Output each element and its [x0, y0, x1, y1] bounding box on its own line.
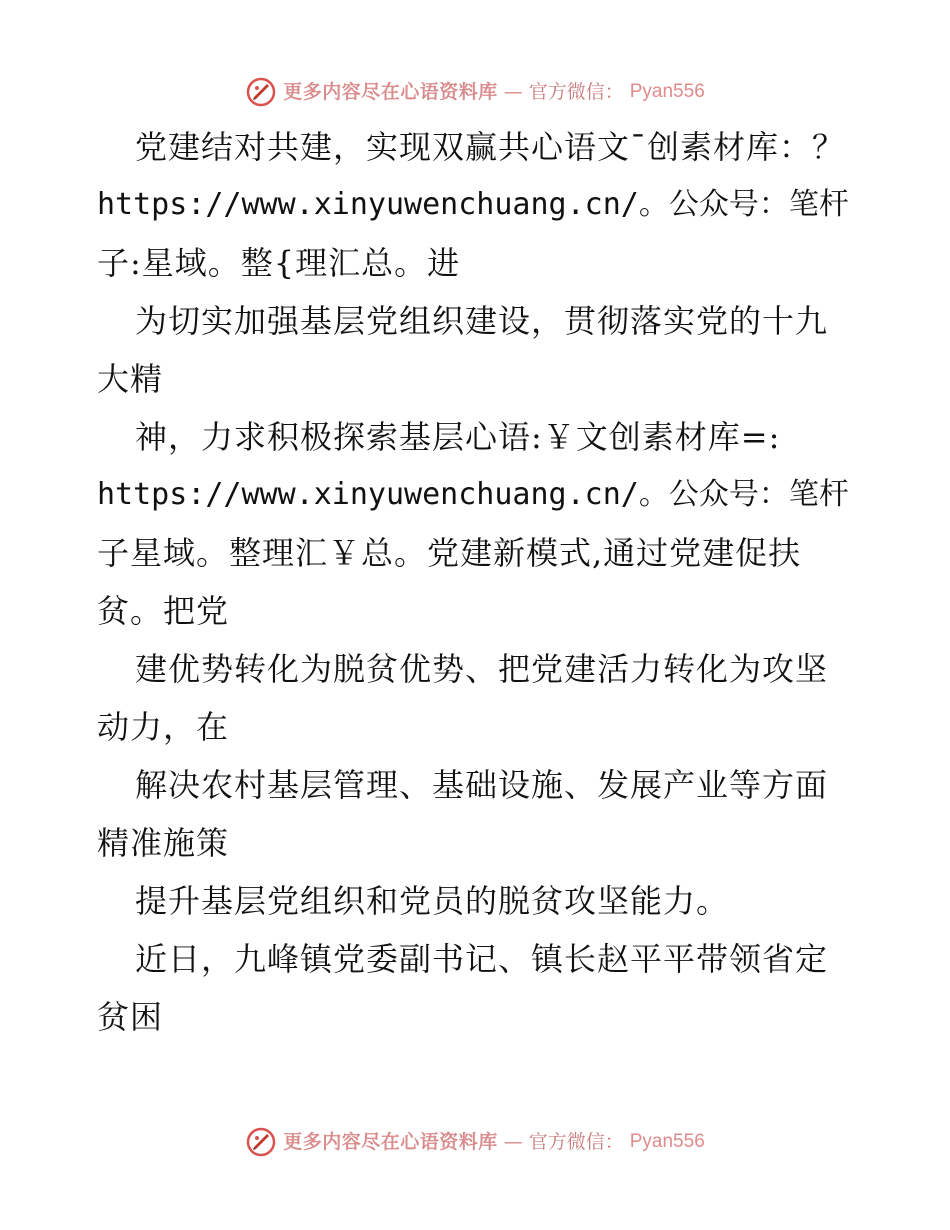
- footer-banner: [0, 1126, 950, 1158]
- document-body: [97, 118, 857, 1046]
- banner-contact-label: 官方微信：: [528, 1131, 624, 1153]
- banner-separator: —: [503, 1131, 523, 1153]
- header-banner: [0, 76, 950, 108]
- logo-icon: [245, 1126, 277, 1158]
- banner-separator: —: [503, 81, 523, 103]
- text-line: 贫困: [97, 998, 164, 1036]
- text-line: 子:星域。整{理汇总。进: [97, 244, 461, 282]
- text-line: https://www.xinyuwenchuang.cn/。公众号：笔杆: [97, 187, 849, 222]
- text-line: 解决农村基层管理、基础设施、发展产业等方面: [135, 766, 829, 804]
- text-line: 为切实加强基层党组织建设，贯彻落实党的十九: [135, 302, 829, 340]
- text-line: 子星域。整理汇￥总。党建新模式,通过党建促扶: [97, 534, 802, 572]
- text-line: 神，力求积极探索基层心语:￥文创素材库=:: [135, 418, 781, 456]
- banner-contact-label: 官方微信：: [528, 81, 624, 103]
- logo-icon: [245, 76, 277, 108]
- text-line: https://www.xinyuwenchuang.cn/。公众号：笔杆: [97, 477, 849, 512]
- banner-contact-id: Pyan556: [629, 81, 705, 102]
- banner-site-name: 更多内容尽在心语资料库: [283, 81, 498, 103]
- banner-contact-id: Pyan556: [629, 1131, 705, 1152]
- text-line: 精准施策: [97, 824, 230, 862]
- text-line: 大精: [97, 360, 164, 398]
- text-line: 近日，九峰镇党委副书记、镇长赵平平带领省定: [135, 940, 829, 978]
- text-line: 贫。把党: [97, 592, 230, 630]
- text-line: 党建结对共建，实现双赢共心语文¯创素材库：？: [135, 128, 846, 166]
- banner-site-name: 更多内容尽在心语资料库: [283, 1131, 498, 1153]
- text-line: 提升基层党组织和党员的脱贫攻坚能力。: [135, 882, 730, 920]
- text-line: 建优势转化为脱贫优势、把党建活力转化为攻坚: [135, 650, 829, 688]
- text-line: 动力，在: [97, 708, 230, 746]
